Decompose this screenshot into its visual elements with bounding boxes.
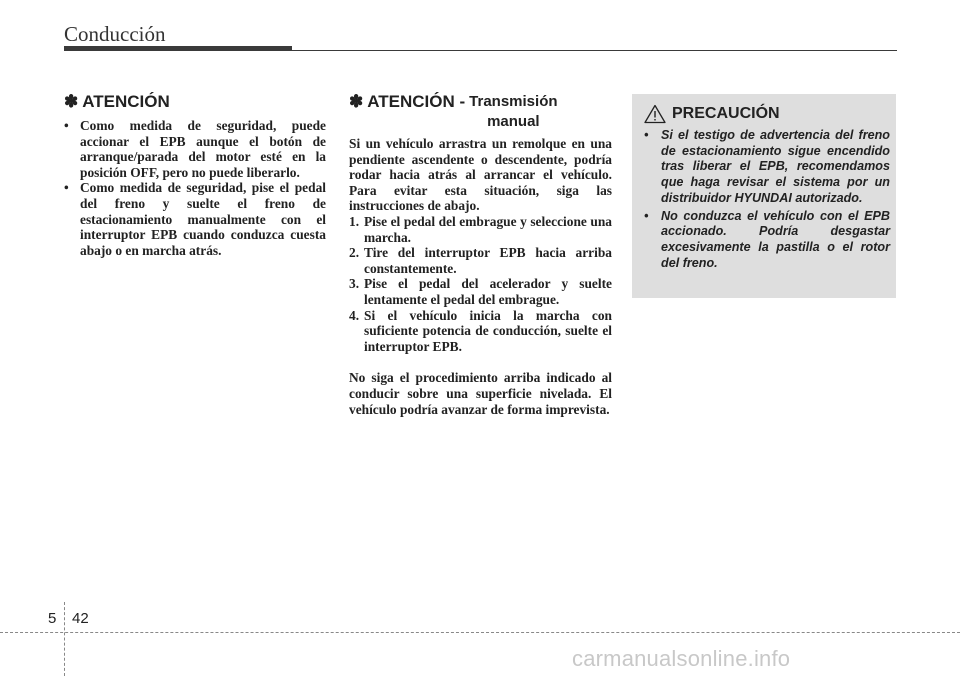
step-text: Pise el pedal del embrague y seleccione una marcha. — [364, 213, 612, 245]
caution-title: PRECAUCIÓN — [672, 105, 780, 122]
steps-list — [349, 214, 612, 354]
step-text: Si el vehículo inicia la marcha con suficiente potencia de conducción, suelte el interruptor EPB. — [364, 307, 612, 354]
list-item: • No conduzca el vehículo con el EPB accionado. Podría desgastar excesivamente la pastilla o el rotor del freno. — [642, 209, 890, 272]
step-number: 3. — [349, 276, 360, 292]
list-item: • Si el testigo de advertencia del freno de estacionamiento sigue encendido tras liberar el EPB, recomendamos que haga revisar el sistema por un distribuidor HYUNDAI autorizado. — [642, 128, 890, 207]
list-item: • Como medida de seguridad, puede accionar el EPB aunque el botón de arranque/parada del motor esté en la posición OFF, pero no puede liberarlo. — [64, 118, 326, 180]
attention-column — [64, 92, 326, 258]
page-header-title: Conducción — [64, 22, 166, 46]
step-text: Tire del interruptor EPB hacia arriba constantemente. — [364, 245, 612, 276]
caution-box — [632, 94, 896, 298]
footer-divider-vertical — [64, 602, 65, 676]
attention-bullet-list — [64, 118, 326, 258]
list-item — [349, 276, 612, 307]
intro-paragraph: Si un vehículo arrastra un remolque en una pendiente ascendente o descendente, podría rodar hacia atrás al arrancar el vehículo. Para evitar esta situación, siga las instrucciones de abajo. — [349, 136, 612, 214]
step-number: 4. — [349, 307, 360, 323]
attention-heading-text: ATENCIÓN — [82, 92, 170, 111]
page-number: 42 — [72, 610, 89, 627]
step-text: Pise el pedal del acelerador y suelte lentamente el pedal del embrague. — [364, 276, 612, 307]
manual-transmission-heading-text: ATENCIÓN - — [367, 92, 466, 111]
list-item: • Como medida de seguridad, pise el pedal del freno y suelte el freno de estacionamiento manualmente con el interruptor EPB cuando conduzca cuesta abajo o en marcha atrás. — [64, 180, 326, 258]
manual-transmission-column — [349, 92, 612, 417]
watermark: carmanualsonline.info — [572, 646, 791, 671]
manual-transmission-subheading — [469, 92, 557, 132]
closing-paragraph: No siga el procedimiento arriba indicado al conducir sobre una superficie nivelada. El vehículo podría avanzar de forma imprevista. — [349, 370, 612, 417]
footer-divider-horizontal — [0, 632, 960, 633]
caution-list — [642, 128, 890, 273]
step-number: 1. — [349, 213, 360, 229]
list-item — [349, 308, 612, 355]
step-number: 2. — [349, 245, 360, 261]
attention-heading — [64, 92, 326, 112]
header-rule-thick — [64, 46, 292, 51]
header-rule-thin — [292, 50, 897, 51]
asterisk-icon: ✽ — [349, 92, 364, 111]
manual-transmission-heading — [349, 92, 612, 132]
list-item — [349, 245, 612, 276]
subheading-line-2: manual — [487, 113, 540, 130]
caution-header — [644, 104, 780, 124]
subheading-line-1: Transmisión — [469, 93, 558, 110]
list-item — [349, 214, 612, 245]
asterisk-icon: ✽ — [64, 92, 79, 111]
section-number: 5 — [48, 610, 57, 627]
warning-triangle-icon — [644, 104, 666, 124]
